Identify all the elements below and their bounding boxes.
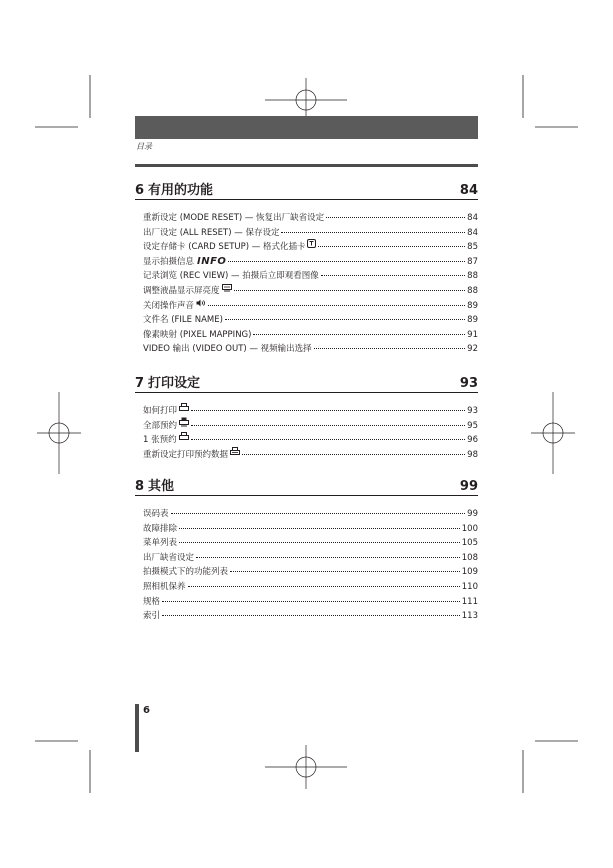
section-page: 84 [459, 183, 478, 198]
toc-entry[interactable]: 索引 113 [143, 608, 478, 623]
toc-section-7 [135, 372, 478, 461]
toc-entry[interactable]: 如何打印 93 [143, 403, 478, 418]
section-heading [135, 179, 478, 200]
toc-entry[interactable]: 像素映射 (PIXEL MAPPING) 91 [143, 327, 478, 342]
toc-entry[interactable]: VIDEO 输出 (VIDEO OUT) — 视频输出选择 92 [143, 341, 478, 356]
section-title: 7 打印设定 [135, 376, 201, 391]
info-button-mark: INFO [197, 255, 227, 267]
printer-icon [179, 403, 189, 418]
toc-entry[interactable]: 误码表 99 [143, 506, 478, 521]
toc-entry[interactable]: 照相机保养 110 [143, 579, 478, 594]
toc-entry[interactable]: 记录浏览 (REC VIEW) — 拍摄后立即观看图像 88 [143, 268, 478, 283]
section-title: 8 其他 [135, 479, 175, 494]
toc-entry[interactable]: 设定存储卡 (CARD SETUP) — 格式化插卡 85 [143, 239, 478, 254]
section-page: 99 [459, 479, 478, 494]
toc-entry[interactable]: 出厂缺省设定 108 [143, 550, 478, 565]
toc-entry[interactable]: 显示拍摄信息 INFO 87 [143, 254, 478, 269]
toc-list [135, 210, 478, 356]
toc-list [135, 403, 478, 461]
toc-list [135, 506, 478, 623]
header-bar [135, 116, 478, 139]
toc-entry[interactable]: 全部预约 95 [143, 418, 478, 433]
speaker-icon [196, 298, 206, 313]
section-page: 93 [459, 376, 478, 391]
section-title: 6 有用的功能 [135, 183, 214, 198]
section-heading [135, 475, 478, 496]
toc-section-8 [135, 475, 478, 623]
print-single-icon [179, 432, 189, 447]
toc-entry[interactable]: 菜单列表 105 [143, 535, 478, 550]
header-rule [135, 164, 478, 167]
toc-entry[interactable]: 调整液晶显示屏亮度 88 [143, 283, 478, 298]
toc-entry[interactable]: 故障排除 100 [143, 521, 478, 536]
toc-entry[interactable]: 重新设定打印预约数据 98 [143, 447, 478, 462]
toc-entry[interactable]: 关闭操作声音 89 [143, 298, 478, 313]
header-label: 目录 [136, 142, 152, 151]
toc-entry[interactable]: 文件名 (FILE NAME) 89 [143, 312, 478, 327]
print-reset-icon [230, 447, 240, 462]
toc-entry[interactable]: 重新设定 (MODE RESET) — 恢复出厂缺省设定 84 [143, 210, 478, 225]
toc-entry[interactable]: 拍摄模式下的功能列表 109 [143, 564, 478, 579]
toc-section-6 [135, 179, 478, 356]
print-all-icon [179, 417, 189, 433]
page-tab [135, 704, 139, 752]
toc-entry[interactable]: 规格 111 [143, 594, 478, 609]
toc-entry[interactable]: 出厂设定 (ALL RESET) — 保存设定 84 [143, 225, 478, 240]
page-number: 6 [143, 705, 150, 716]
toc-entry[interactable]: 1 张预约 96 [143, 432, 478, 447]
section-heading [135, 372, 478, 393]
